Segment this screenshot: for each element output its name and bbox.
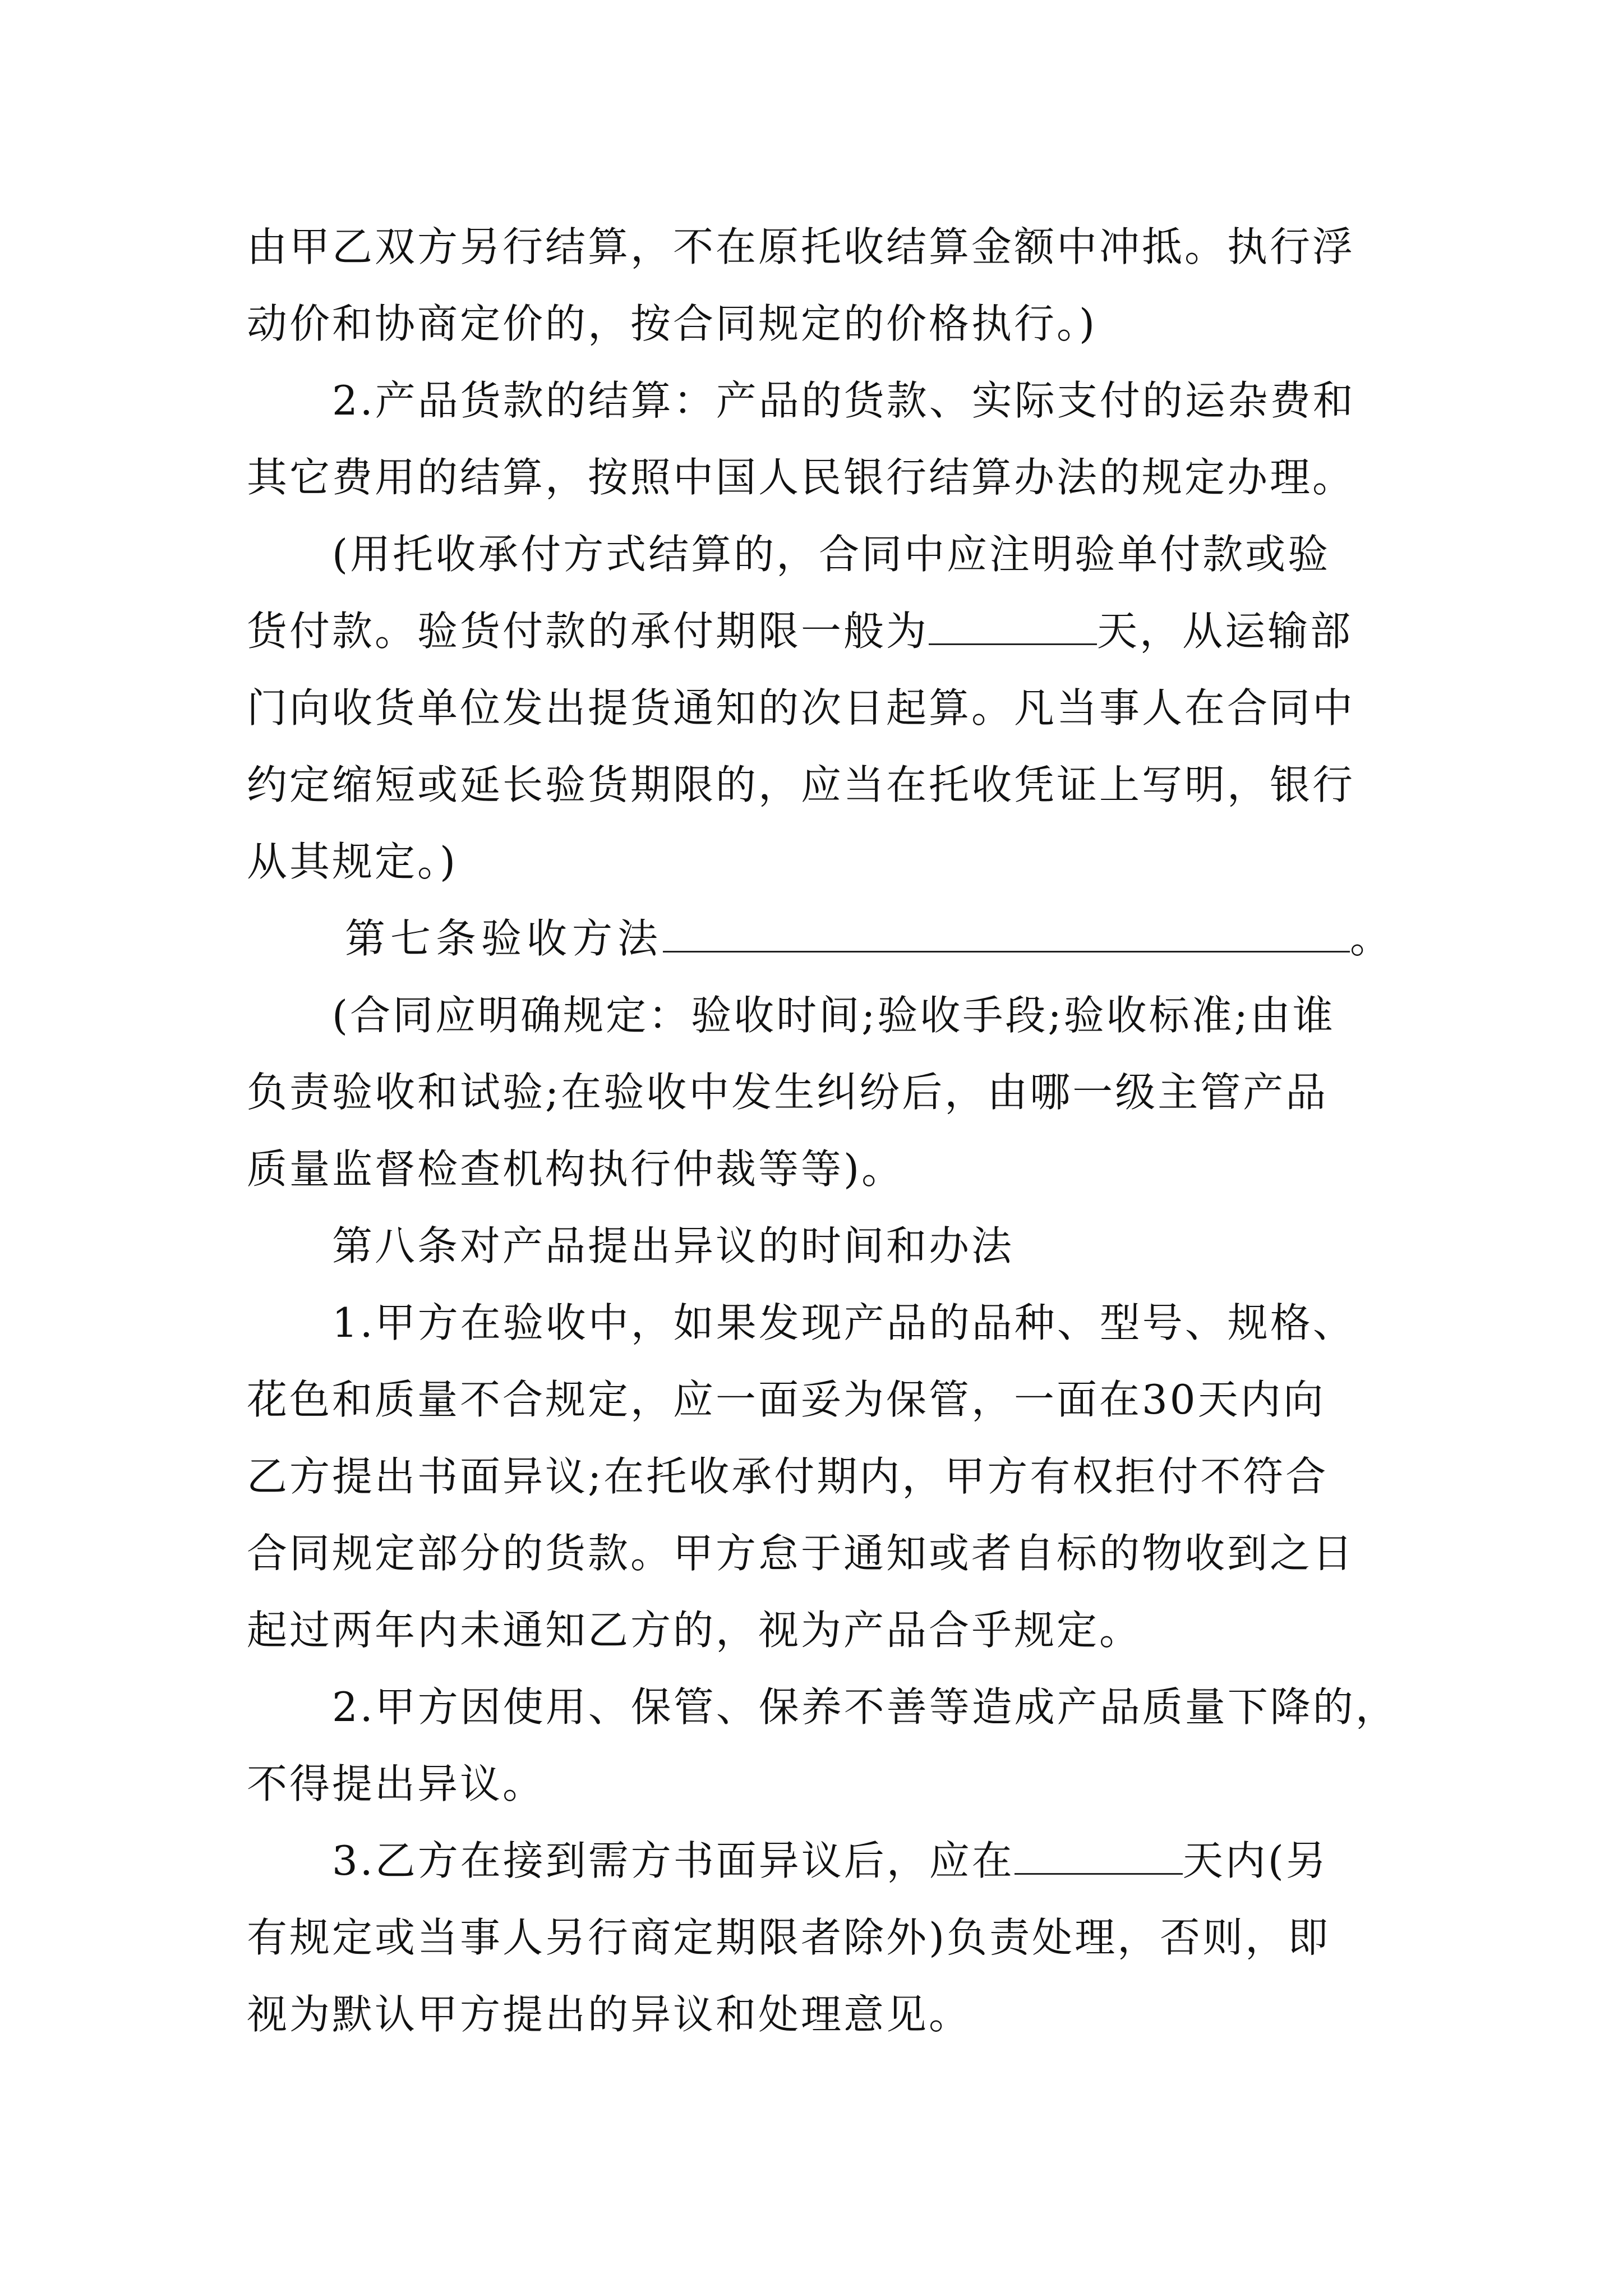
- section-heading: 第八条对产品提出异议的时间和办法: [332, 1222, 1015, 1269]
- text-line: 质量监督检查机构执行仲裁等等)。: [247, 1145, 905, 1193]
- text-line: 由甲乙双方另行结算，不在原托收结算金额中冲抵。执行浮: [247, 223, 1355, 270]
- text-line: 有规定或当事人另行商定期限者除外)负责处理，否则，即: [247, 1914, 1331, 1961]
- text-line: 约定缩短或延长验货期限的，应当在托收凭证上写明，银行: [247, 761, 1355, 808]
- text-line: 1.甲方在验收中，如果发现产品的品种、型号、规格、: [332, 1299, 1355, 1346]
- text-line: 花色和质量不合规定，应一面妥为保管，一面在30天内向: [247, 1376, 1326, 1423]
- text-line: 起过两年内未通知乙方的，视为产品合乎规定。: [247, 1607, 1142, 1654]
- text-line: 门向收货单位发出提货通知的次日起算。凡当事人在合同中: [247, 684, 1355, 731]
- text-line: 视为默认甲方提出的异议和处理意见。: [247, 1991, 972, 2038]
- text-segment: 第七条验收方法: [345, 915, 663, 962]
- fill-in-blank: [1015, 1839, 1183, 1875]
- text-segment: 货付款。验货付款的承付期限一般为: [247, 608, 929, 655]
- text-line: 2.甲方因使用、保管、保养不善等造成产品质量下降的，: [332, 1683, 1398, 1731]
- text-segment: 天内(另: [1182, 1837, 1329, 1884]
- text-segment: 3.乙方在接到需方书面异议后，应在: [332, 1837, 1015, 1884]
- document-body: [247, 209, 1398, 2053]
- text-line: 负责验收和试验;在验收中发生纠纷后，由哪一级主管产品: [247, 1069, 1329, 1116]
- text-line: [247, 1823, 1380, 1899]
- fill-in-blank: [929, 610, 1097, 645]
- text-line: 其它费用的结算，按照中国人民银行结算办法的规定办理。: [247, 454, 1355, 501]
- text-line: 动价和协商定价的，按合同规定的价格执行。): [247, 300, 1098, 347]
- text-line: 从其规定。): [247, 838, 458, 885]
- text-line: [247, 593, 1380, 670]
- fill-in-blank: [663, 917, 1350, 953]
- text-line: (用托收承付方式结算的，合同中应注明验单付款或验: [332, 531, 1331, 578]
- text-segment: 。: [1350, 915, 1396, 962]
- text-line: 乙方提出书面异议;在托收承付期内，甲方有权拒付不符合: [247, 1453, 1329, 1500]
- text-line: 合同规定部分的货款。甲方怠于通知或者自标的物收到之日: [247, 1530, 1355, 1577]
- text-line: [247, 900, 1396, 977]
- text-segment: 天，从运输部: [1097, 608, 1353, 655]
- text-line: 不得提出异议。: [247, 1760, 546, 1807]
- text-line: 2.产品货款的结算：产品的货款、实际支付的运杂费和: [332, 377, 1355, 424]
- text-line: (合同应明确规定：验收时间;验收手段;验收标准;由谁: [332, 992, 1335, 1039]
